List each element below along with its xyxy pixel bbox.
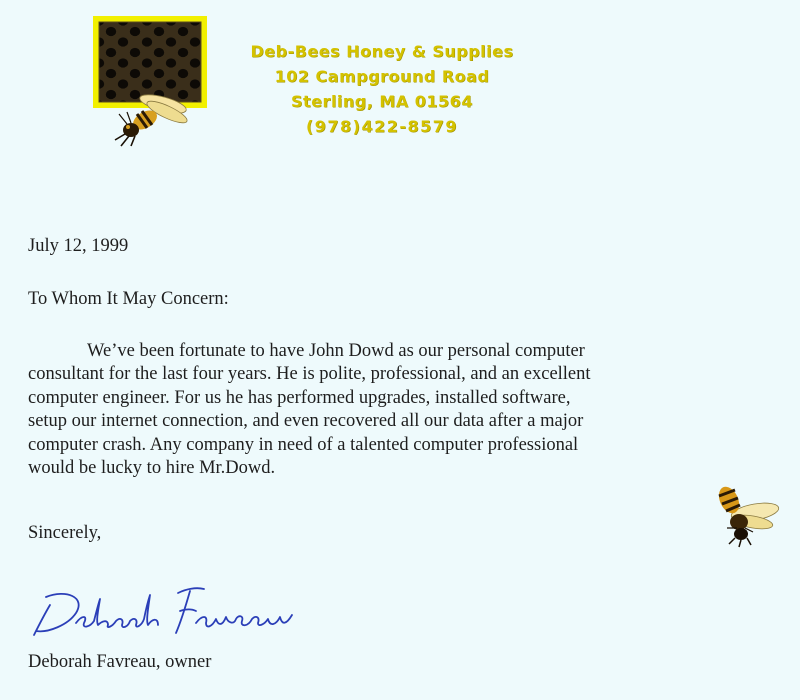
company-name: Deb-Bees Honey & Supplies xyxy=(250,42,514,61)
body-line: would be lucky to hire Mr.Dowd. xyxy=(28,458,276,479)
letter-salutation: To Whom It May Concern: xyxy=(28,289,229,309)
body-line: We’ve been fortunate to have John Dowd as our personal computer xyxy=(87,341,585,361)
body-line: computer engineer. For us he has performed upgrades, installed software, xyxy=(28,387,571,408)
bee-icon xyxy=(703,478,783,548)
company-street: 102 Campground Road xyxy=(274,67,490,86)
letterhead xyxy=(232,39,532,139)
honeycomb-bee-icon xyxy=(93,16,209,148)
company-city: Sterling, MA 01564 xyxy=(291,92,473,111)
letter-body xyxy=(28,340,748,480)
body-line: setup our internet connection, and even recovered all our data after a major xyxy=(28,411,584,432)
company-phone: (978)422-8579 xyxy=(305,117,459,136)
body-line: computer crash. Any company in need of a talented computer professional xyxy=(28,434,579,455)
letter-date: July 12, 1999 xyxy=(28,236,129,256)
handwritten-signature xyxy=(30,575,310,645)
signer-name: Deborah Favreau, owner xyxy=(28,652,212,672)
body-line: consultant for the last four years. He is polite, professional, and an excellent xyxy=(28,364,591,385)
letter-closing: Sincerely, xyxy=(28,523,102,543)
